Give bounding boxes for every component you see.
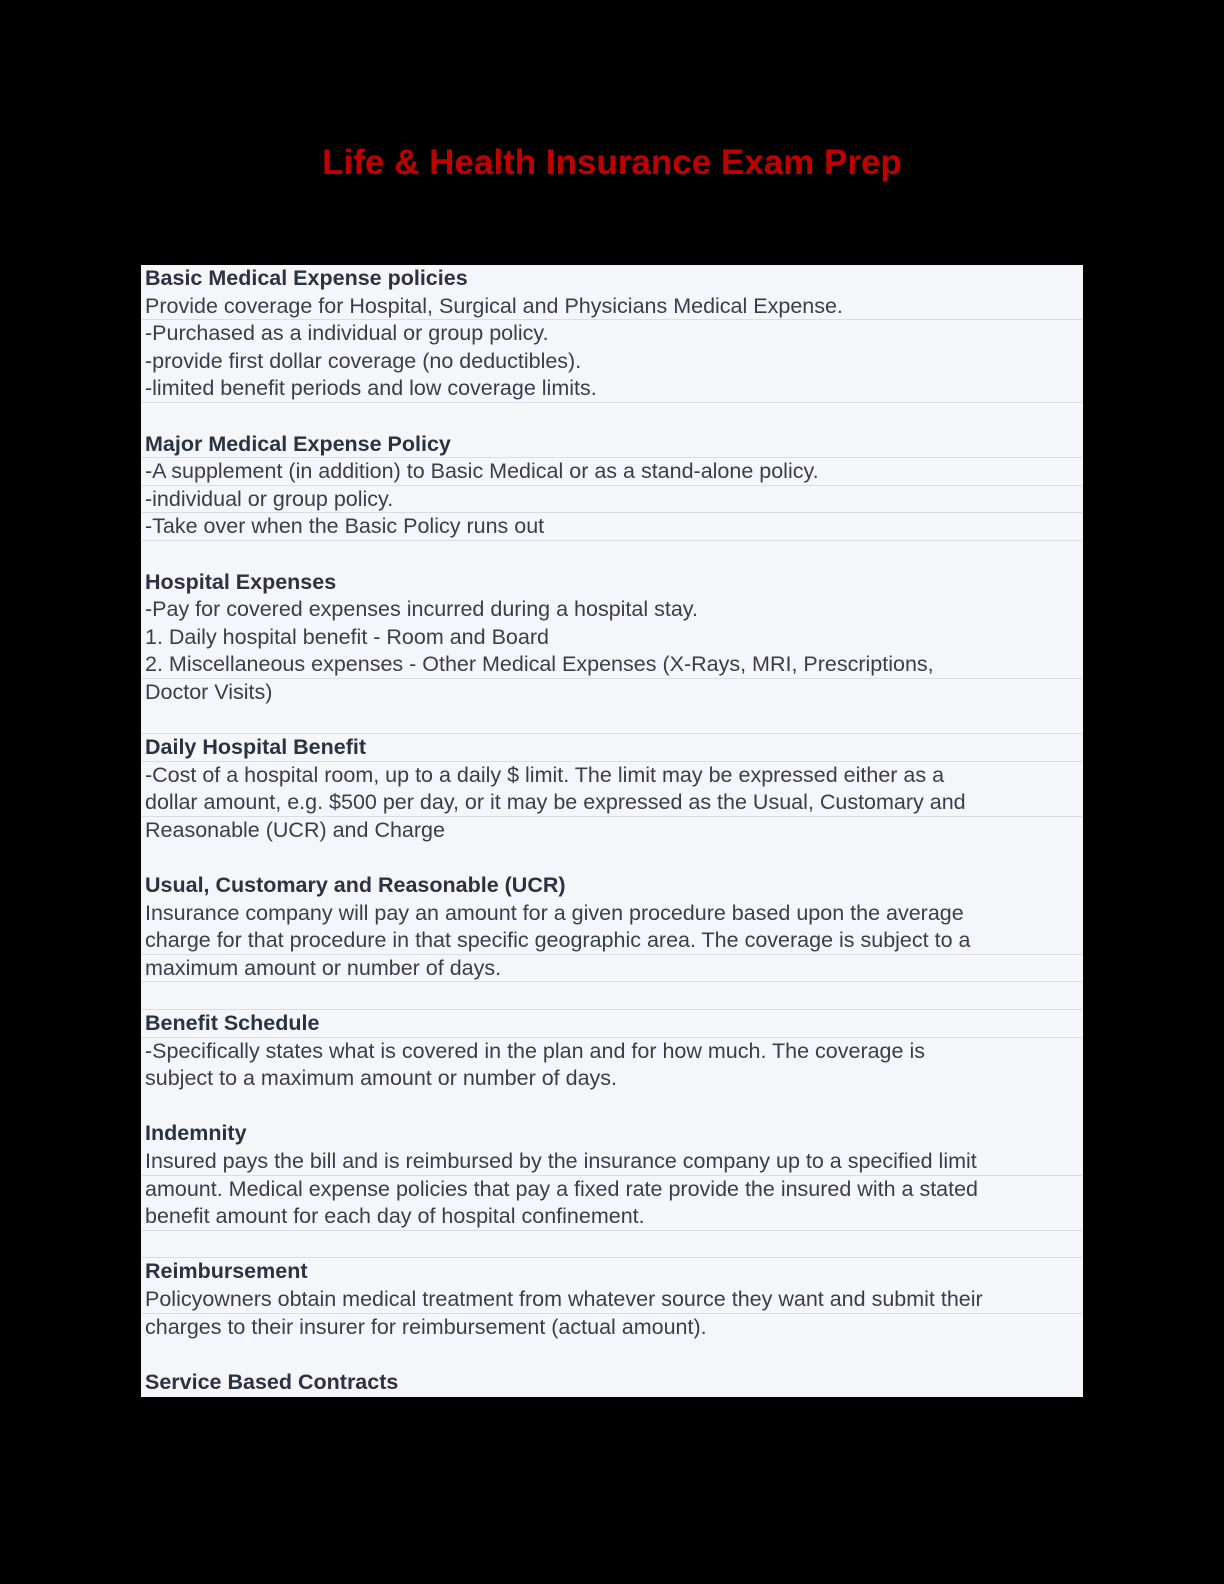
text-line: -Purchased as a individual or group policy. — [145, 321, 549, 346]
content-panel — [141, 265, 1083, 1397]
section-heading: Usual, Customary and Reasonable (UCR) — [145, 873, 566, 898]
text-line: benefit amount for each day of hospital confinement. — [141, 1203, 1083, 1231]
text-line: -limited benefit periods and low coverage limits. — [141, 375, 1083, 403]
text-line: -individual or group policy. — [141, 486, 1083, 514]
section-heading: Daily Hospital Benefit — [141, 734, 1083, 762]
section-heading: Indemnity — [145, 1121, 247, 1146]
text-line: charges to their insurer for reimbursement (actual amount). — [145, 1314, 707, 1339]
blank-line — [141, 403, 1083, 431]
text-line: 1. Daily hospital benefit - Room and Board — [145, 624, 549, 649]
text-line: Provide coverage for Hospital, Surgical and Physicians Medical Expense. — [141, 293, 1083, 321]
text-line: Insurance company will pay an amount for a given procedure based upon the average — [145, 900, 964, 925]
text-line: -provide first dollar coverage (no deductibles). — [145, 348, 582, 373]
section-heading: Basic Medical Expense policies — [145, 266, 468, 290]
text-line: -A supplement (in addition) to Basic Medical or as a stand-alone policy. — [141, 458, 1083, 486]
text-line: dollar amount, e.g. $500 per day, or it may be expressed as the Usual, Customary and — [141, 789, 1083, 817]
text-line: maximum amount or number of days. — [141, 955, 1083, 983]
section-heading: Hospital Expenses — [145, 569, 337, 594]
text-line: charge for that procedure in that specific geographic area. The coverage is subject to a — [141, 927, 1083, 955]
blank-line — [141, 1231, 1083, 1259]
text-line: -Take over when the Basic Policy runs out — [141, 513, 1083, 541]
section-heading: Service Based Contracts — [145, 1369, 399, 1394]
text-line: amount. Medical expense policies that pay a fixed rate provide the insured with a stated — [145, 1176, 979, 1201]
text-line: Doctor Visits) — [145, 679, 273, 704]
blank-line — [141, 707, 1083, 735]
blank-line — [141, 982, 1083, 1010]
blank-line — [141, 1341, 1083, 1369]
section-heading: Reimbursement — [145, 1259, 308, 1284]
text-line: 2. Miscellaneous expenses - Other Medical Expenses (X-Rays, MRI, Prescriptions, — [141, 651, 1083, 679]
page-title: Life & Health Insurance Exam Prep — [322, 143, 902, 182]
text-line: -Specifically states what is covered in the plan and for how much. The coverage is — [145, 1038, 925, 1063]
section-heading: Benefit Schedule — [141, 1010, 1083, 1038]
blank-line — [141, 541, 1083, 569]
text-line: Reasonable (UCR) and Charge — [145, 817, 445, 842]
blank-line — [141, 1093, 1083, 1121]
text-line: Insured pays the bill and is reimbursed by the insurance company up to a specified limit — [141, 1148, 1083, 1176]
text-line: Policyowners obtain medical treatment from whatever source they want and submit their — [141, 1286, 1083, 1314]
text-line: subject to a maximum amount or number of days. — [145, 1066, 618, 1091]
section-heading: Major Medical Expense Policy — [141, 431, 1083, 459]
blank-line — [141, 844, 1083, 872]
text-line: -Cost of a hospital room, up to a daily $ limit. The limit may be expressed either as a — [145, 762, 945, 787]
text-line: -Pay for covered expenses incurred during a hospital stay. — [145, 597, 698, 622]
